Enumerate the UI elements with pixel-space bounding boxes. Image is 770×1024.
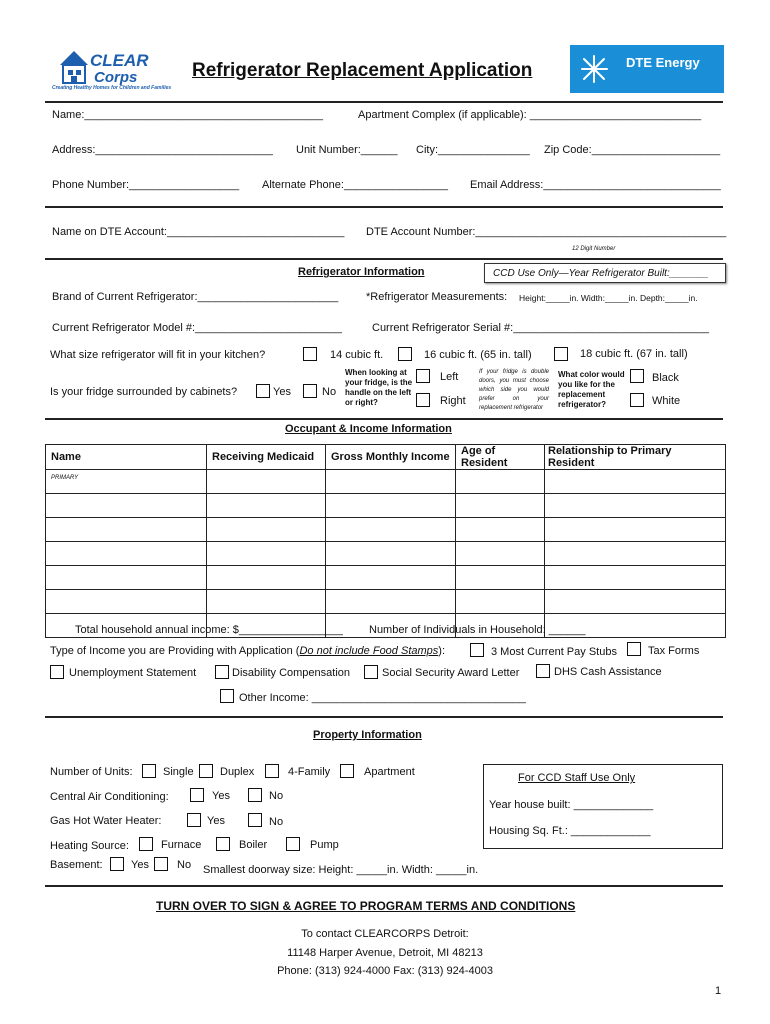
dte-logo-text: DTE Energy	[626, 55, 700, 70]
handle-left-label: Left	[440, 371, 459, 383]
table-cell[interactable]	[207, 566, 326, 590]
table-cell[interactable]	[326, 590, 456, 614]
svg-text:Corps: Corps	[94, 69, 138, 86]
boiler-label: Boiler	[239, 839, 268, 851]
table-cell[interactable]	[46, 470, 207, 494]
tax-forms-label: Tax Forms	[648, 645, 700, 657]
logo-tagline: Creating Healthy Homes for Children and Families	[52, 85, 172, 91]
color-white-label: White	[652, 395, 681, 407]
table-cell[interactable]	[456, 590, 545, 614]
primary-label: PRIMARY	[51, 475, 79, 481]
table-cell[interactable]	[207, 590, 326, 614]
disability-label: Disability Compensation	[232, 667, 350, 679]
pay-stubs-checkbox[interactable]	[470, 643, 484, 657]
color-question: What color would you like for the replacement refrigerator?	[558, 370, 625, 409]
serial-field[interactable]: Current Refrigerator Serial #:________________________________	[372, 322, 709, 334]
disability-checkbox[interactable]	[215, 665, 229, 679]
cabinets-yes-label: Yes	[273, 386, 291, 398]
handle-left-checkbox[interactable]	[416, 369, 430, 383]
duplex-label: Duplex	[220, 766, 255, 778]
table-cell[interactable]	[545, 470, 726, 494]
gas-water-no-label: No	[269, 816, 284, 828]
table-cell[interactable]	[46, 518, 207, 542]
divider	[45, 418, 723, 420]
income-type-prefix: Type of Income you are Providing with Application (	[50, 645, 300, 657]
measurements-fields[interactable]: Height:_____in. Width:_____in. Depth:_____in.	[519, 293, 698, 303]
central-air-no-checkbox[interactable]	[248, 788, 262, 802]
size-14-checkbox[interactable]	[303, 347, 317, 361]
staff-only-title: For CCD Staff Use Only	[518, 772, 636, 784]
other-income-checkbox[interactable]	[220, 689, 234, 703]
cabinets-yes-checkbox[interactable]	[256, 384, 270, 398]
table-cell[interactable]	[46, 566, 207, 590]
boiler-checkbox[interactable]	[216, 837, 230, 851]
column-header: Relationship to Primary Resident	[545, 445, 726, 470]
table-cell[interactable]	[456, 494, 545, 518]
table-cell[interactable]	[456, 518, 545, 542]
ssa-checkbox[interactable]	[364, 665, 378, 679]
handle-right-checkbox[interactable]	[416, 393, 430, 407]
single-label: Single	[163, 766, 194, 778]
size-18-label: 18 cubic ft. (67 in. tall)	[580, 348, 688, 360]
table-cell[interactable]	[545, 590, 726, 614]
measurements-label: *Refrigerator Measurements:	[366, 291, 508, 303]
other-income-field[interactable]: Other Income: ___________________________________	[239, 692, 526, 704]
handle-right-label: Right	[440, 395, 466, 407]
size-16-label: 16 cubic ft. (65 in. tall)	[424, 349, 532, 361]
four-family-checkbox[interactable]	[265, 764, 279, 778]
column-header: Name	[46, 445, 207, 470]
table-cell[interactable]	[207, 518, 326, 542]
table-cell[interactable]	[545, 566, 726, 590]
table-cell[interactable]	[545, 518, 726, 542]
occupant-section-title: Occupant & Income Information	[285, 423, 452, 435]
dte-sunburst-icon	[578, 53, 610, 85]
central-air-label: Central Air Conditioning:	[50, 791, 169, 803]
table-cell[interactable]	[326, 542, 456, 566]
basement-yes-label: Yes	[131, 859, 149, 871]
unemployment-label: Unemployment Statement	[69, 667, 197, 679]
furnace-label: Furnace	[161, 839, 202, 851]
table-cell[interactable]	[545, 542, 726, 566]
contact-line: To contact CLEARCORPS Detroit:	[301, 928, 469, 940]
table-cell[interactable]	[207, 494, 326, 518]
income-type-label	[50, 645, 445, 657]
ccd-year-built-label: CCD Use Only—Year Refrigerator Built:_______	[493, 268, 709, 279]
color-black-label: Black	[652, 372, 679, 384]
units-label: Number of Units:	[50, 766, 133, 778]
pump-checkbox[interactable]	[286, 837, 300, 851]
size-16-checkbox[interactable]	[398, 347, 412, 361]
divider	[45, 258, 723, 260]
heating-label: Heating Source:	[50, 840, 129, 852]
central-air-yes-checkbox[interactable]	[190, 788, 204, 802]
divider	[45, 206, 723, 208]
divider	[45, 885, 723, 887]
doorway-field[interactable]: Smallest doorway size: Height: _____in. Width: _____in.	[203, 864, 479, 876]
city-field[interactable]: City:_______________	[416, 144, 530, 156]
dhs-label: DHS Cash Assistance	[554, 666, 662, 678]
apartment-checkbox[interactable]	[340, 764, 354, 778]
fridge-section-title: Refrigerator Information	[298, 266, 425, 278]
turn-over-notice: TURN OVER TO SIGN & AGREE TO PROGRAM TERMS AND CONDITIONS	[156, 899, 576, 913]
digit-note: 12 Digit Number	[572, 246, 616, 252]
table-row[interactable]	[46, 566, 726, 590]
size-18-checkbox[interactable]	[554, 347, 568, 361]
gas-water-yes-checkbox[interactable]	[187, 813, 201, 827]
gas-water-no-checkbox[interactable]	[248, 813, 262, 827]
staff-only-box	[483, 764, 723, 849]
page-number: 1	[715, 985, 722, 997]
central-air-yes-label: Yes	[212, 790, 230, 802]
table-row[interactable]	[46, 542, 726, 566]
dhs-checkbox[interactable]	[536, 664, 550, 678]
duplex-checkbox[interactable]	[199, 764, 213, 778]
single-checkbox[interactable]	[142, 764, 156, 778]
table-row[interactable]	[46, 590, 726, 614]
address-field[interactable]: Address:_____________________________	[52, 144, 273, 156]
phone-line: Phone: (313) 924-4000 Fax: (313) 924-4003	[277, 965, 493, 977]
central-air-no-label: No	[269, 790, 284, 802]
gas-water-label: Gas Hot Water Heater:	[50, 815, 162, 827]
table-cell[interactable]	[46, 542, 207, 566]
model-field[interactable]: Current Refrigerator Model #:________________________	[52, 322, 342, 334]
size-question: What size refrigerator will fit in your kitchen?	[50, 349, 266, 361]
phone-field[interactable]: Phone Number:__________________	[52, 179, 240, 191]
table-row[interactable]	[46, 494, 726, 518]
table-cell[interactable]	[46, 494, 207, 518]
ssa-label: Social Security Award Letter	[382, 667, 520, 679]
unit-field[interactable]: Unit Number:______	[296, 144, 398, 156]
four-family-label: 4-Family	[288, 766, 331, 778]
unemployment-checkbox[interactable]	[50, 665, 64, 679]
table-cell[interactable]	[326, 470, 456, 494]
size-14-label: 14 cubic ft.	[330, 349, 384, 361]
divider	[45, 101, 723, 103]
apartment-label: Apartment	[364, 766, 415, 778]
furnace-checkbox[interactable]	[139, 837, 153, 851]
table-cell[interactable]	[326, 518, 456, 542]
dte-account-number-field[interactable]: DTE Account Number:_________________________________________	[366, 226, 727, 238]
zip-field[interactable]: Zip Code:_____________________	[544, 144, 721, 156]
income-type-emphasis: Do not include Food Stamps	[299, 645, 439, 657]
cabinets-no-checkbox[interactable]	[303, 384, 317, 398]
cabinets-no-label: No	[322, 386, 337, 398]
handle-question: When looking at your fridge, is the handle on the left or right?	[345, 368, 413, 407]
svg-text:CLEAR: CLEAR	[90, 51, 149, 70]
pay-stubs-label: 3 Most Current Pay Stubs	[491, 646, 617, 658]
address-line: 11148 Harper Avenue, Detroit, MI 48213	[287, 947, 483, 959]
table-header-row	[46, 445, 726, 470]
brand-field[interactable]: Brand of Current Refrigerator:_______________________	[52, 291, 339, 303]
color-black-checkbox[interactable]	[630, 369, 644, 383]
cabinets-question: Is your fridge surrounded by cabinets?	[50, 386, 238, 398]
color-white-checkbox[interactable]	[630, 393, 644, 407]
email-field[interactable]: Email Address:_____________________________	[470, 179, 721, 191]
basement-label: Basement:	[50, 859, 103, 871]
table-cell[interactable]	[207, 542, 326, 566]
basement-no-checkbox[interactable]	[154, 857, 168, 871]
table-cell[interactable]	[326, 566, 456, 590]
dte-logo	[570, 45, 724, 93]
table-cell[interactable]	[207, 470, 326, 494]
total-income-field[interactable]: Total household annual income: $_________________	[75, 624, 343, 636]
year-built-field[interactable]: Year house built: _____________	[489, 799, 654, 811]
clearcorps-logo	[52, 45, 177, 95]
num-individuals-field[interactable]: Number of Individuals in Household: ______	[369, 624, 586, 636]
table-cell[interactable]	[545, 494, 726, 518]
income-type-suffix: ):	[438, 645, 446, 657]
divider	[45, 716, 723, 718]
double-door-note: If your fridge is double doors, you must choose which side you would prefer on your replacement refrigerator	[479, 369, 549, 411]
ccd-year-built-box[interactable]	[484, 263, 726, 283]
gas-water-yes-label: Yes	[207, 815, 225, 827]
pump-label: Pump	[310, 839, 339, 851]
table-row[interactable]	[46, 470, 726, 494]
alt-phone-field[interactable]: Alternate Phone:_________________	[262, 179, 448, 191]
basement-no-label: No	[177, 859, 192, 871]
apartment-field[interactable]: Apartment Complex (if applicable): ____________________________	[358, 109, 702, 121]
dte-account-name-field[interactable]: Name on DTE Account:_____________________________	[52, 226, 345, 238]
table-cell[interactable]	[46, 590, 207, 614]
table-row[interactable]	[46, 518, 726, 542]
table-cell[interactable]	[456, 566, 545, 590]
table-cell[interactable]	[456, 542, 545, 566]
column-header: Receiving Medicaid	[207, 445, 326, 470]
name-field[interactable]: Name:_______________________________________	[52, 109, 323, 121]
property-section-title: Property Information	[313, 729, 422, 741]
tax-forms-checkbox[interactable]	[627, 642, 641, 656]
occupant-table	[45, 444, 726, 638]
column-header: Age of Resident	[456, 445, 545, 470]
sq-ft-field[interactable]: Housing Sq. Ft.: _____________	[489, 825, 651, 837]
table-cell[interactable]	[456, 470, 545, 494]
basement-yes-checkbox[interactable]	[110, 857, 124, 871]
table-cell[interactable]	[326, 494, 456, 518]
column-header: Gross Monthly Income	[326, 445, 456, 470]
page-title: Refrigerator Replacement Application	[192, 60, 533, 81]
